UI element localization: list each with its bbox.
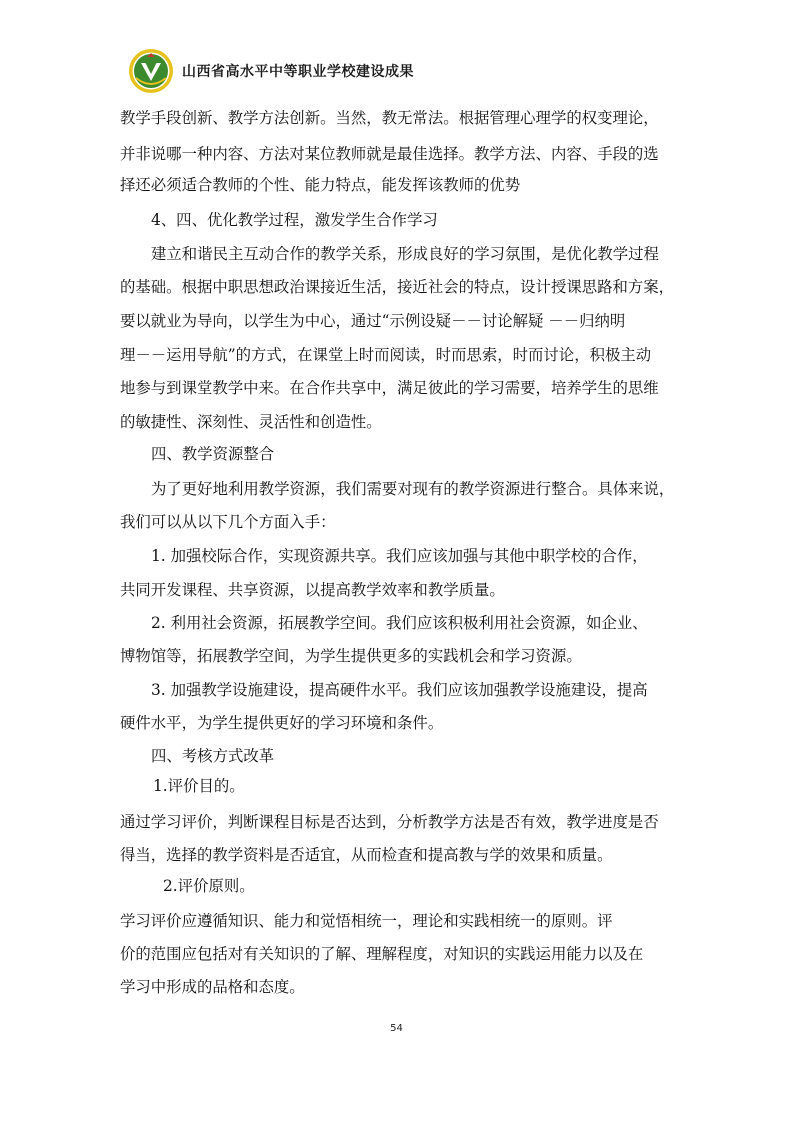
header-title: 山西省高水平中等职业学校建设成果 [182,64,414,80]
text-line: 理－－运用导航”的方式，在课堂上时而阅读，时而思索，时而讨论，积极主动 [120,346,652,364]
text-line: 得当，选择的教学资料是否适宜，从而检查和提高教与学的效果和质量。 [120,846,613,864]
text-line: 教学手段创新、教学方法创新。当然，教无常法。根据管理心理学的权变理论， [120,109,659,127]
text-line: 通过学习评价，判断课程目标是否达到，分析教学方法是否有效，教学进度是否 [120,813,659,831]
text-line: 要以就业为导向，以学生为中心，通过“示例设疑－－讨论解疑 －－归纳明 [120,312,626,330]
text-line: 学习中形成的品格和态度。 [120,978,305,996]
page-number: 54 [390,1023,403,1034]
section-heading: 四、教学资源整合 [151,445,275,463]
text-line: 学习评价应遵循知识、能力和觉悟相统一，理论和实践相统一的原则。评 [120,912,613,930]
text-line: 共同开发课程、共享资源，以提高教学效率和教学质量。 [120,581,505,599]
text-line: 硬件水平，为学生提供更好的学习环境和条件。 [120,714,444,732]
school-emblem-icon [128,48,174,94]
text-line: 价的范围应包括对有关知识的了解、理解程度，对知识的实践运用能力以及在 [120,945,644,963]
text-line: 并非说哪一种内容、方法对某位教师就是最佳选择。教学方法、内容、手段的选 [120,145,659,163]
text-line: 的敏捷性、深刻性、灵活性和创造性。 [120,413,382,431]
text-line: 的基础。根据中职思想政治课接近生活，接近社会的特点，设计授课思路和方案， [120,278,675,296]
list-item: 2. 利用社会资源，拓展教学空间。我们应该积极利用社会资源，如企业、 [151,614,648,632]
subsection-heading: 2.评价原则。 [163,877,255,895]
text-line: 地参与到课堂教学中来。在合作共享中，满足彼此的学习需要，培养学生的思维 [120,379,659,397]
list-item: 1. 加强校际合作，实现资源共享。我们应该加强与其他中职学校的合作， [151,547,648,565]
section-heading: 四、考核方式改革 [151,747,275,765]
text-line: 博物馆等，拓展教学空间，为学生提供更多的实践机会和学习资源。 [120,647,582,665]
list-item: 3. 加强教学设施建设，提高硬件水平。我们应该加强教学设施建设，提高 [151,681,648,699]
text-line: 为了更好地利用教学资源，我们需要对现有的教学资源进行整合。具体来说， [151,480,675,498]
text-line: 择还必须适合教师的个性、能力特点，能发挥该教师的优势 [120,176,521,194]
page-header [128,47,414,95]
text-line: 我们可以从以下几个方面入手： [120,513,336,531]
text-line: 建立和谐民主互动合作的教学关系，形成良好的学习氛围，是优化教学过程 [151,245,659,263]
section-heading: 4、四、优化教学过程，激发学生合作学习 [151,211,438,229]
subsection-heading: 1.评价目的。 [153,777,245,795]
